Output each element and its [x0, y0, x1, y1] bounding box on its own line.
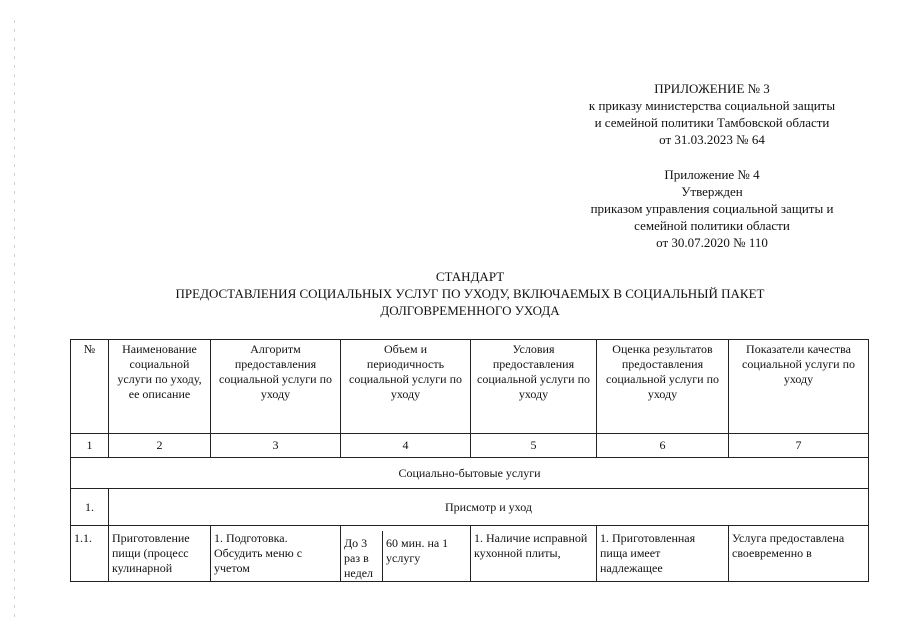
header-cell-conditions: Условия предоставления социальной услуги по уходу	[471, 340, 597, 434]
column-number-cell: 7	[729, 434, 869, 458]
title-subtitle-cont: ДОЛГОВРЕМЕННОГО УХОДА	[380, 303, 560, 318]
column-number-row	[71, 434, 869, 458]
row-volume-frequency: До 3 раз в недел	[341, 531, 383, 581]
appendix-3-title: ПРИЛОЖЕНИЕ № 3	[654, 81, 770, 96]
header-cell-number: №	[71, 340, 109, 434]
appendix-3-header	[548, 80, 876, 148]
column-number-cell: 3	[211, 434, 341, 458]
document-title	[70, 268, 870, 319]
appendix-3-date: от 31.03.2023 № 64	[659, 132, 765, 147]
column-number-cell: 1	[71, 434, 109, 458]
appendix-4-department: семейной политики области	[634, 218, 790, 233]
header-cell-algorithm: Алгоритм предоставления социальной услуги по уходу	[211, 340, 341, 434]
standard-table	[70, 339, 869, 582]
section-row	[71, 458, 869, 489]
header-cell-evaluation: Оценка результатов предоставления социальной услуги по уходу	[597, 340, 729, 434]
appendix-4-approved: Утвержден	[681, 184, 743, 199]
section-title: Социально-бытовые услуги	[71, 458, 869, 489]
table-row	[71, 526, 869, 582]
title-subtitle: ПРЕДОСТАВЛЕНИЯ СОЦИАЛЬНЫХ УСЛУГ ПО УХОДУ, ВКЛЮЧАЕМЫХ В СОЦИАЛЬНЫЙ ПАКЕТ	[175, 286, 765, 301]
row-algorithm: 1. Подготовка. Обсудить меню с учетом	[211, 526, 341, 582]
appendix-3-order-ref: к приказу министерства социальной защиты	[588, 98, 836, 113]
appendix-4-header	[548, 166, 876, 251]
column-number-cell: 4	[341, 434, 471, 458]
header-cell-name: Наименование социальной услуги по уходу, ее описание	[109, 340, 211, 434]
header-cell-volume: Объем и периодичность социальной услуги по уходу	[341, 340, 471, 434]
row-evaluation: 1. Приготовленная пища имеет надлежащее	[597, 526, 729, 582]
column-number-cell: 5	[471, 434, 597, 458]
group-row	[71, 489, 869, 526]
appendix-4-title: Приложение № 4	[664, 167, 760, 182]
row-quality: Услуга предоставлена своевременно в	[729, 526, 869, 582]
appendix-4-order-ref: приказом управления социальной защиты и	[590, 201, 834, 216]
header-cell-quality: Показатели качества социальной услуги по уходу	[729, 340, 869, 434]
title-standard: СТАНДАРТ	[435, 269, 505, 284]
row-conditions: 1. Наличие исправной кухонной плиты,	[471, 526, 597, 582]
row-volume-duration: 60 мин. на 1 услугу	[386, 536, 449, 565]
appendix-4-date: от 30.07.2020 № 110	[656, 235, 768, 250]
column-number-cell: 6	[597, 434, 729, 458]
table-header-row	[71, 340, 869, 434]
appendix-3-ministry: и семейной политики Тамбовской области	[594, 115, 830, 130]
row-number: 1.1.	[71, 526, 109, 582]
scan-edge-mark	[14, 20, 15, 620]
group-number: 1.	[71, 489, 109, 526]
row-volume	[341, 526, 471, 582]
row-service-name: Приготовление пищи (процесс кулинарной	[109, 526, 211, 582]
column-number-cell: 2	[109, 434, 211, 458]
group-title: Присмотр и уход	[109, 489, 869, 526]
